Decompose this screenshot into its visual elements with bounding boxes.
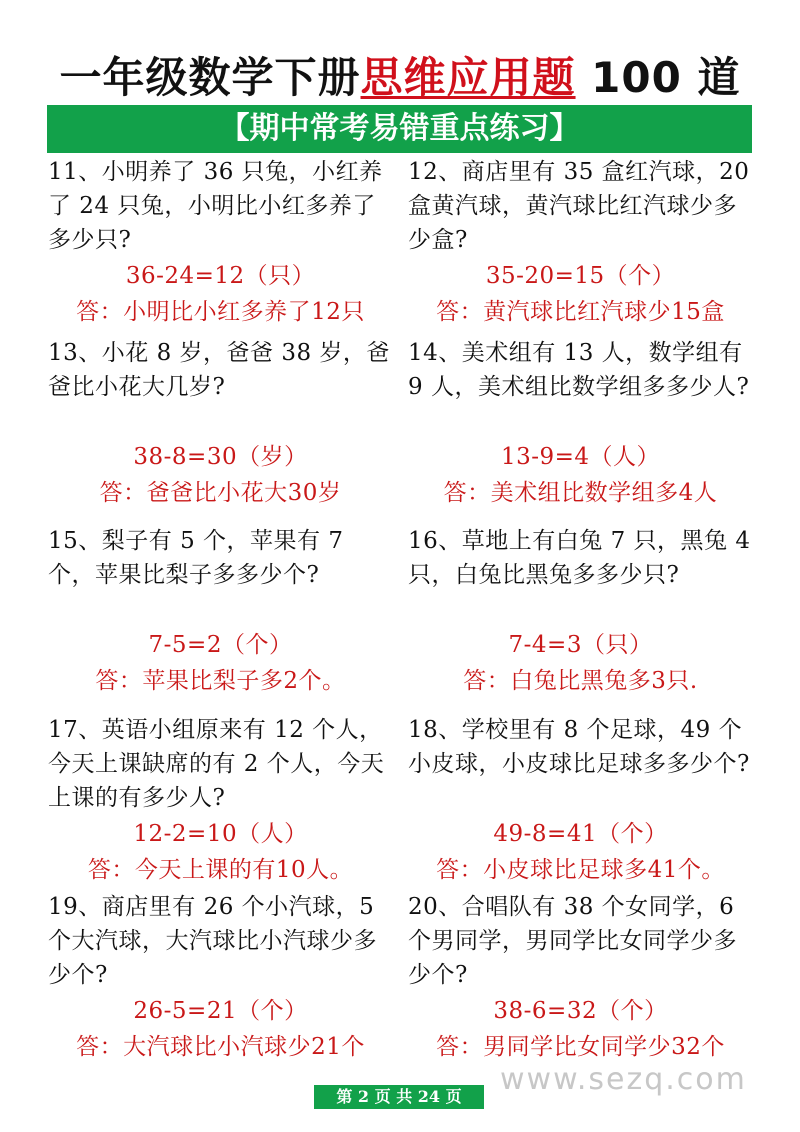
- equation: 38-6=32（个）: [493, 998, 668, 1024]
- equation: 49-8=41（个）: [493, 821, 668, 847]
- question-text: 18、学校里有 8 个足球，49 个小皮球，小皮球比足球多多少个?: [408, 717, 750, 777]
- answer: 答：黄汽球比红汽球少15盒: [436, 299, 725, 325]
- title-suffix: 100 道: [575, 53, 741, 102]
- equation: 7-5=2（个）: [148, 632, 293, 658]
- question-text: 12、商店里有 35 盒红汽球，20 盒黄汽球，黄汽球比红汽球少多少盒?: [408, 159, 750, 253]
- equation: 7-4=3（只）: [508, 632, 653, 658]
- answer: 答：爸爸比小花大30岁: [99, 480, 342, 506]
- title-highlight: 思维应用题: [360, 53, 576, 102]
- question-15: [48, 524, 393, 694]
- question-20: [408, 890, 753, 1060]
- question-text: 17、英语小组原来有 12 个人，今天上课缺席的有 2 个人，今天上课的有多少人?: [48, 717, 385, 811]
- answer: 答：美术组比数学组多4人: [443, 480, 718, 506]
- section-banner: 【期中常考易错重点练习】: [47, 105, 752, 153]
- question-text: 20、合唱队有 38 个女同学，6 个男同学，男同学比女同学少多少个?: [408, 894, 737, 988]
- question-text: 16、草地上有白兔 7 只，黑兔 4 只，白兔比黑兔多多少只?: [408, 528, 751, 588]
- question-14: [408, 336, 753, 506]
- answer: 答：小皮球比足球多41个。: [436, 857, 725, 883]
- question-11: [48, 155, 393, 325]
- equation: 38-8=30（岁）: [133, 444, 308, 470]
- answer: 答：今天上课的有10人。: [87, 857, 354, 883]
- question-text: 13、小花 8 岁，爸爸 38 岁，爸爸比小花大几岁?: [48, 340, 390, 400]
- answer: 答：大汽球比小汽球少21个: [76, 1034, 365, 1060]
- page-title: [0, 48, 800, 108]
- equation: 12-2=10（人）: [133, 821, 308, 847]
- equation: 13-9=4（人）: [500, 444, 661, 470]
- answer: 答：苹果比梨子多2个。: [95, 668, 346, 694]
- question-text: 14、美术组有 13 人，数学组有 9 人，美术组比数学组多多少人?: [408, 340, 750, 400]
- watermark: www.sezq.com: [500, 1062, 747, 1097]
- equation: 36-24=12（只）: [125, 263, 316, 289]
- answer: 答：小明比小红多养了12只: [76, 299, 365, 325]
- question-19: [48, 890, 393, 1060]
- equation: 26-5=21（个）: [133, 998, 308, 1024]
- question-17: [48, 713, 393, 883]
- equation: 35-20=15（个）: [485, 263, 676, 289]
- question-text: 19、商店里有 26 个小汽球，5 个大汽球，大汽球比小汽球少多少个?: [48, 894, 377, 988]
- question-16: [408, 524, 753, 694]
- page-footer: 第 2 页 共 24 页: [314, 1085, 484, 1109]
- answer: 答：男同学比女同学少32个: [436, 1034, 725, 1060]
- question-13: [48, 336, 393, 506]
- question-text: 15、梨子有 5 个，苹果有 7 个，苹果比梨子多多少个?: [48, 528, 344, 588]
- answer: 答：白兔比黑兔多3只.: [463, 668, 698, 694]
- title-prefix: 一年级数学下册: [59, 53, 361, 102]
- question-12: [408, 155, 753, 325]
- question-18: [408, 713, 753, 883]
- question-text: 11、小明养了 36 只兔，小红养了 24 只兔，小明比小红多养了多少只?: [48, 159, 383, 253]
